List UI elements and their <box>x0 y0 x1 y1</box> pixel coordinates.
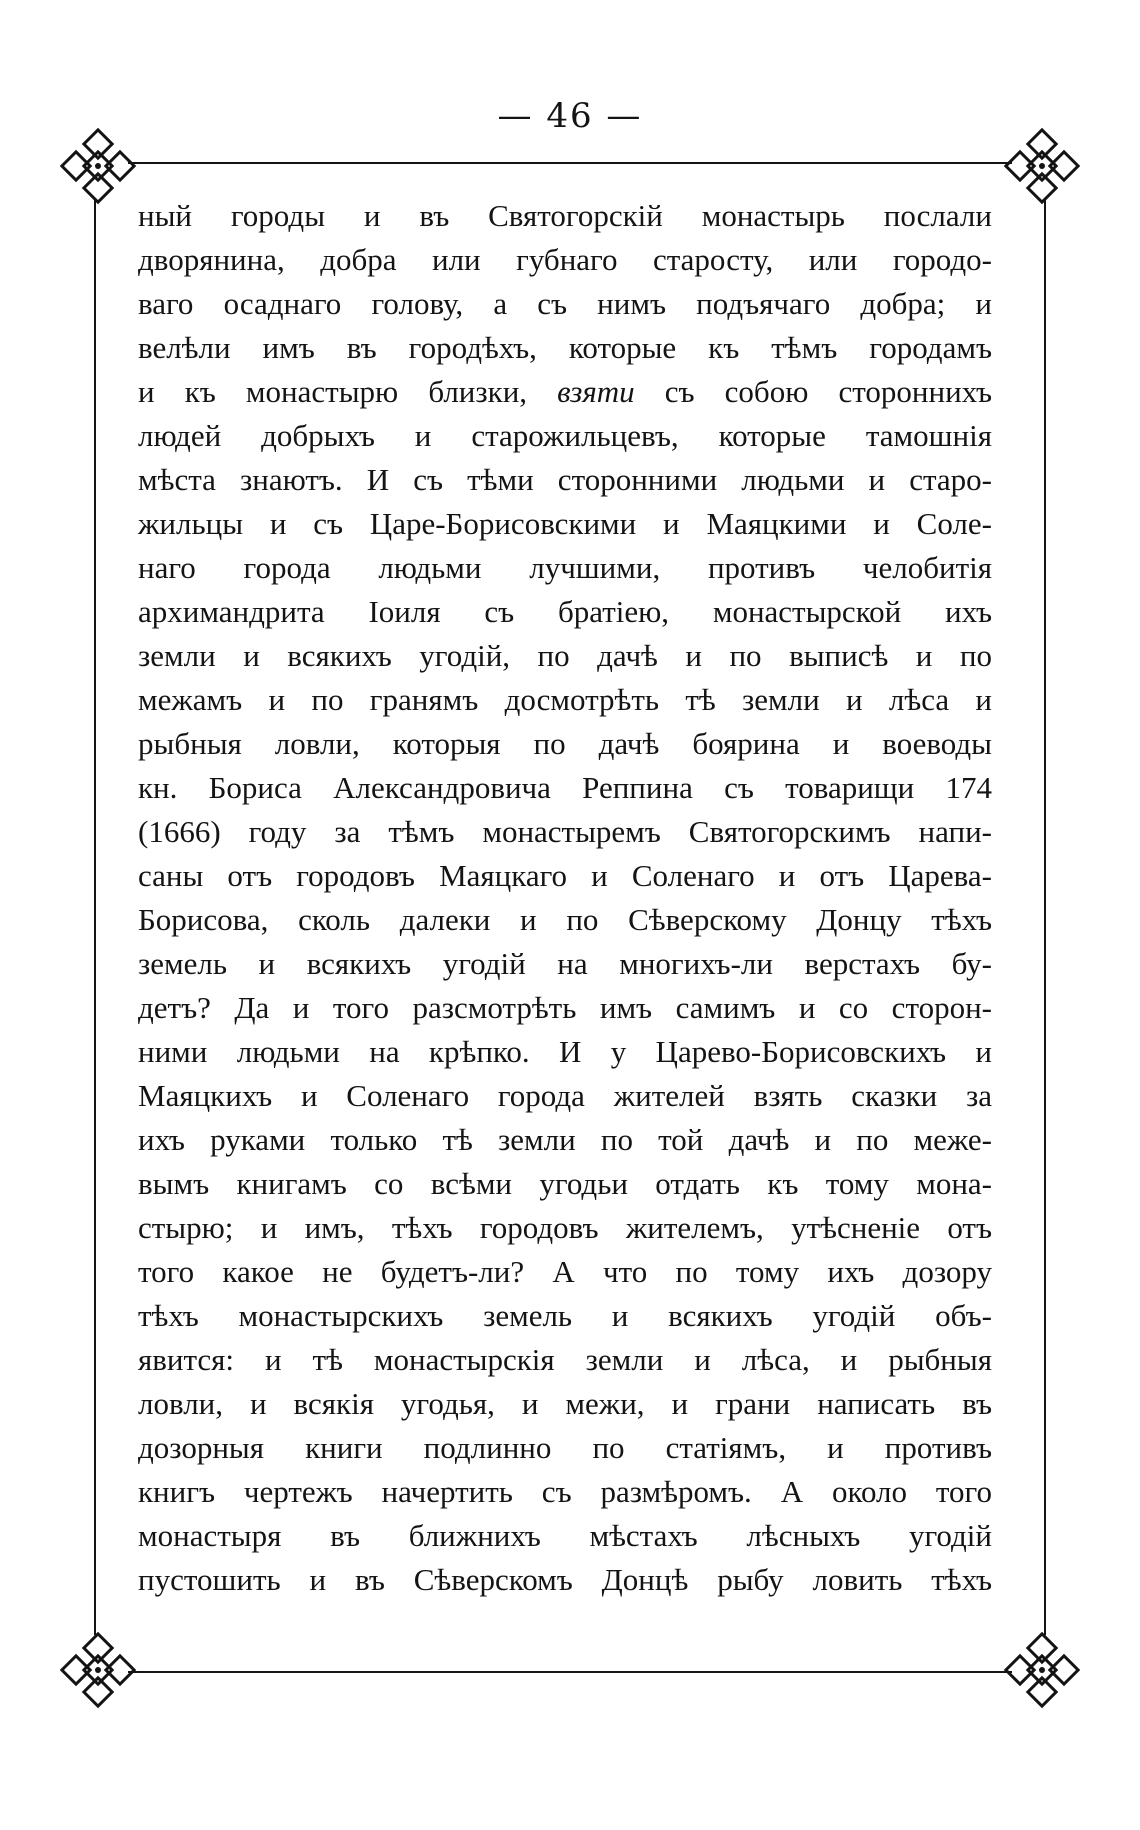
text-line: Борисова, сколь далеки и по Сѣверскому Донцу тѣхъ <box>138 902 992 937</box>
text-line: детъ? Да и того разсмотрѣть имъ самимъ и со сторон- <box>138 990 992 1025</box>
text-line: ихъ руками только тѣ земли по той дачѣ и по меже- <box>138 1122 992 1157</box>
text-line: межамъ и по гранямъ досмотрѣть тѣ земли и лѣса и <box>138 682 992 717</box>
corner-ornament-top-left <box>62 130 134 202</box>
text-line: ваго осаднаго голову, а съ нимъ подъячаго добра; и <box>138 286 992 321</box>
text-line: тѣхъ монастырскихъ земель и всякихъ угодій объ- <box>138 1298 992 1333</box>
text-segment: съ собою стороннихъ <box>634 374 993 409</box>
text-line: архимандрита Іоиля съ братіею, монастырской ихъ <box>138 594 992 629</box>
italic-word: взяти <box>557 374 635 409</box>
body-text <box>138 194 992 1602</box>
text-line: жильцы и съ Царе-Борисовскими и Маяцкими и Соле- <box>138 506 992 541</box>
text-line: (1666) году за тѣмъ монастыремъ Святогорскимъ напи- <box>138 814 992 849</box>
text-line: кн. Бориса Александровича Реппина съ товарищи 174 <box>138 770 992 805</box>
text-line: книгъ чертежъ начертить съ размѣромъ. А около того <box>138 1474 992 1509</box>
text-line: ними людьми на крѣпко. И у Царево-Борисовскихъ и <box>138 1034 992 1069</box>
text-line: земли и всякихъ угодій, по дачѣ и по выписѣ и по <box>138 638 992 673</box>
corner-ornament-bottom-left <box>62 1634 134 1706</box>
text-line: дворянина, добра или губнаго старосту, или городо- <box>138 242 992 277</box>
text-line: людей добрыхъ и старожильцевъ, которые тамошнія <box>138 418 992 453</box>
text-line-with-italic <box>138 370 992 414</box>
text-line: того какое не будетъ-ли? А что по тому ихъ дозору <box>138 1254 992 1289</box>
text-line: дозорныя книги подлинно по статіямъ, и противъ <box>138 1430 992 1465</box>
text-line: монастыря въ ближнихъ мѣстахъ лѣсныхъ угодій <box>138 1518 992 1553</box>
text-line: вымъ книгамъ со всѣми угодьи отдать къ тому мона- <box>138 1166 992 1201</box>
text-line: явится: и тѣ монастырскія земли и лѣса, и рыбныя <box>138 1342 992 1377</box>
text-line: велѣли имъ въ городѣхъ, которые къ тѣмъ городамъ <box>138 330 992 365</box>
text-segment: и къ монастырю близки, <box>138 374 558 409</box>
page-number: — 46 — <box>497 96 643 136</box>
corner-ornament-top-right <box>1006 130 1078 202</box>
text-line: Маяцкихъ и Соленаго города жителей взять сказки за <box>138 1078 992 1113</box>
text-line: земель и всякихъ угодій на многихъ-ли верстахъ бу- <box>138 946 992 981</box>
text-line: ный городы и въ Святогорскій монастырь послали <box>138 198 992 233</box>
text-line: мѣста знаютъ. И съ тѣми сторонними людьми и старо- <box>138 462 992 497</box>
text-line: рыбныя ловли, которыя по дачѣ боярина и воеводы <box>138 726 992 761</box>
text-line: наго города людьми лучшими, противъ челобитія <box>138 550 992 585</box>
corner-ornament-bottom-right <box>1006 1634 1078 1706</box>
text-line: саны отъ городовъ Маяцкаго и Соленаго и отъ Царева- <box>138 858 992 893</box>
text-line: стырю; и имъ, тѣхъ городовъ жителемъ, утѣсненіе отъ <box>138 1210 992 1245</box>
text-line: пустошить и въ Сѣверскомъ Донцѣ рыбу ловить тѣхъ <box>138 1562 992 1597</box>
text-line: ловли, и всякія угодья, и межи, и грани написать въ <box>138 1386 992 1421</box>
